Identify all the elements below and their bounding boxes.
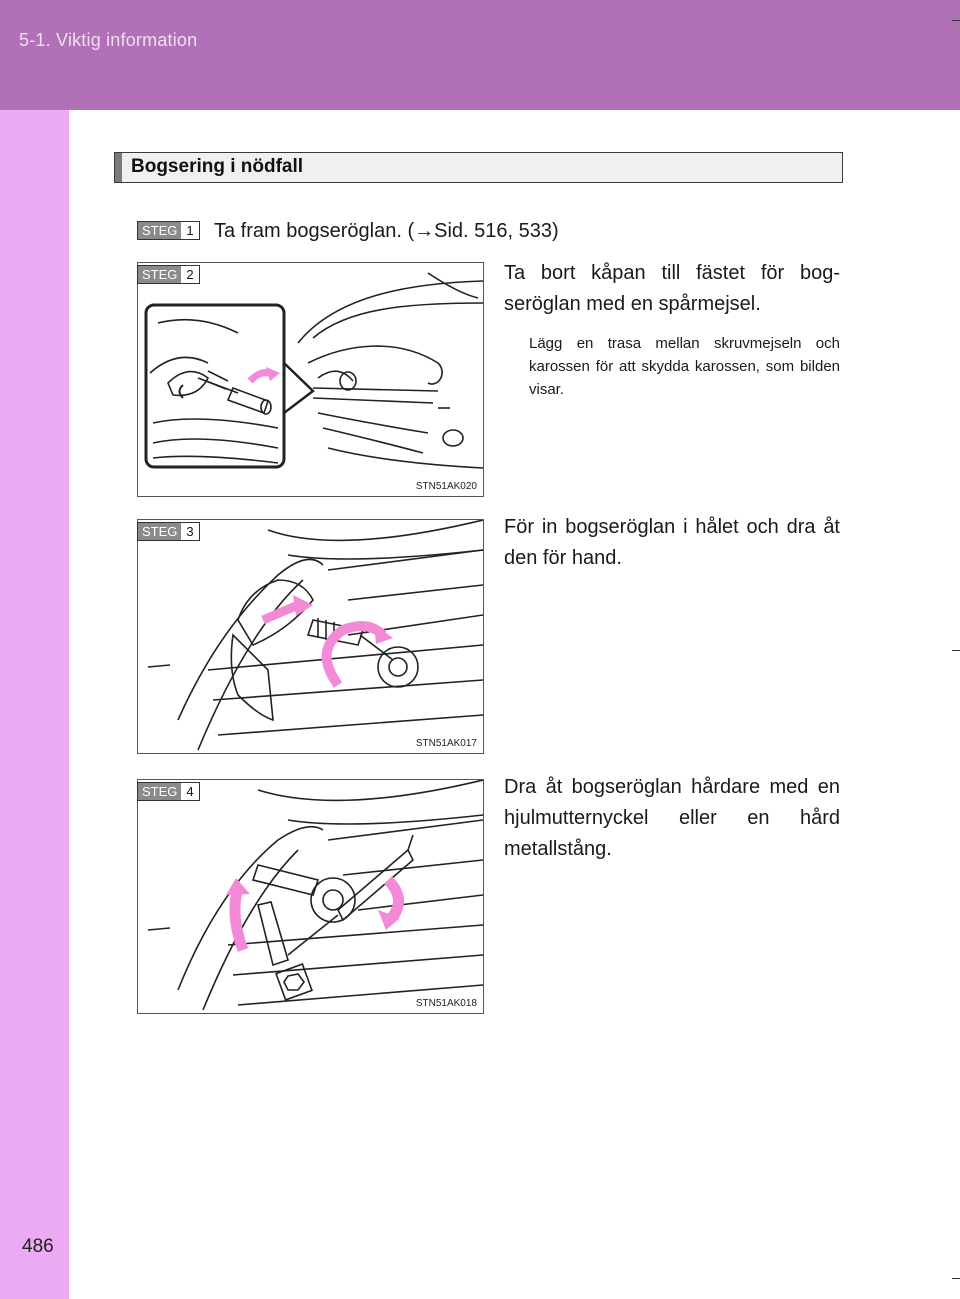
step-badge-number: 4 xyxy=(181,783,198,800)
step-badge-word: STEG xyxy=(138,266,181,283)
page-number: 486 xyxy=(22,1236,54,1257)
step-1-text: Ta fram bogseröglan. (→Sid. 516, 533) xyxy=(214,220,559,242)
step-4-text: Dra åt bogseröglan hårdare med en hjulmutternyckel eller en hård metallstång. xyxy=(504,776,840,860)
step-2-badge xyxy=(137,265,200,284)
step-badge-number: 3 xyxy=(181,523,198,540)
step-3-figure xyxy=(137,519,484,754)
figure-code: STN51AK020 xyxy=(415,481,477,492)
crop-mark xyxy=(952,1278,960,1279)
figure-code: STN51AK017 xyxy=(415,738,477,749)
step-2-note: Lägg en trasa mellan skruvmejseln och karossen för att skydda karossen, som bilden visar. xyxy=(529,335,840,398)
step-2-text: Ta bort kåpan till fästet för bogseröglan med en spårmejsel. xyxy=(504,262,840,315)
crop-mark xyxy=(952,20,960,21)
header-bar xyxy=(0,0,960,110)
step-badge-word: STEG xyxy=(138,523,181,540)
step-badge-number: 1 xyxy=(181,222,198,239)
side-strip xyxy=(0,110,69,1299)
step-4-figure xyxy=(137,779,484,1014)
section-label: 5-1. Viktig information xyxy=(19,30,198,50)
step-3-badge xyxy=(137,522,200,541)
step-3-text: För in bogseröglan i hålet och dra åt den för hand. xyxy=(504,516,840,569)
section-heading xyxy=(114,152,843,183)
step-4-illustration xyxy=(138,780,483,1013)
crop-mark xyxy=(952,650,960,651)
step-1-badge xyxy=(137,221,200,240)
step-badge-word: STEG xyxy=(138,222,181,239)
step-2-illustration xyxy=(138,263,483,496)
step-3-illustration xyxy=(138,520,483,753)
heading-accent xyxy=(115,153,122,182)
figure-code: STN51AK018 xyxy=(415,998,477,1009)
step-badge-word: STEG xyxy=(138,783,181,800)
step-badge-number: 2 xyxy=(181,266,198,283)
step-2-figure xyxy=(137,262,484,497)
step-4-badge xyxy=(137,782,200,801)
section-title: Bogsering i nödfall xyxy=(131,156,304,177)
